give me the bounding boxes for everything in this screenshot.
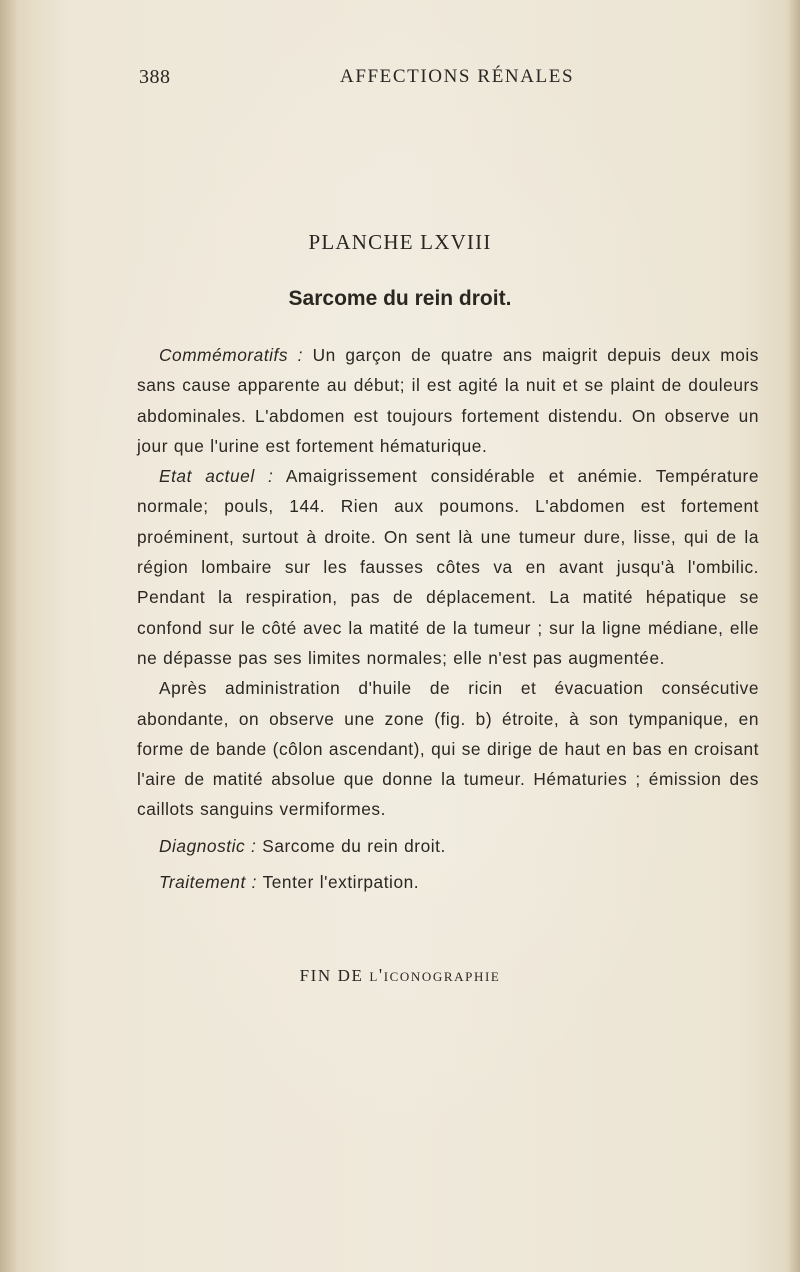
colophon-word: iconographie — [383, 965, 501, 985]
paragraph-text: Tenter l'extirpation. — [262, 872, 420, 893]
paragraph-traitement — [137, 867, 759, 897]
paragraph-lead: Commémoratifs : — [159, 345, 304, 365]
page-number: 388 — [139, 66, 171, 88]
paragraph-lead: Etat actuel : — [159, 466, 274, 487]
paragraph-lead: Diagnostic : — [159, 835, 257, 856]
colophon — [0, 965, 800, 986]
running-head: AFFECTIONS RÉNALES — [340, 66, 575, 87]
paragraph-text: Un garçon de quatre ans maigrit depuis deux mois sans cause apparente au début; il est agité la nuit et se plaint de douleurs abdominales. L'abdomen est toujours fortement distendu. On observe un jour que l'urine est fortement hématurique. — [137, 345, 759, 456]
paragraph-commemoratifs — [137, 340, 759, 461]
paragraph-etat-actuel — [137, 461, 759, 673]
paragraph-text: Amaigrissement considérable et anémie. Température normale; pouls, 144. Rien aux poumons. L'abdomen est fortement proéminent, surtout à droite. On sent là une tumeur dure, lisse, qui de la région lombaire sur les fausses côtes va en avant jusqu'à l'ombilic. Pendant la respiration, pas de déplacement. La matité hépatique se confond sur le côté avec la matité de la tumeur ; sur la ligne médiane, elle ne dépasse pas ses limites normales; elle n'est pas augmentée. — [137, 466, 759, 668]
colophon-article: l' — [369, 965, 384, 985]
paragraph-lead: Traitement : — [159, 872, 258, 893]
paragraph-apres-administration — [137, 673, 759, 824]
case-description — [137, 340, 759, 897]
page-edge-shadow-left — [0, 0, 18, 1272]
paragraph-text: Sarcome du rein droit. — [262, 835, 446, 856]
plate-subtitle: Sarcome du rein droit. — [288, 287, 512, 310]
paragraph-diagnostic — [137, 831, 759, 861]
page-edge-shadow-right — [786, 0, 800, 1272]
paragraph-text: Après administration d'huile de ricin et évacuation consécutive abondante, on observe une zone (fig. b) étroite, à son tympanique, en forme de bande (côlon ascendant), qui se dirige de haut en bas en croisant l'aire de matité absolue que donne la tumeur. Hématuries ; émission des caillots sanguins vermiformes. — [137, 678, 759, 820]
colophon-fin-de: FIN DE — [299, 966, 364, 985]
plate-title: PLANCHE LXVIII — [308, 230, 492, 254]
